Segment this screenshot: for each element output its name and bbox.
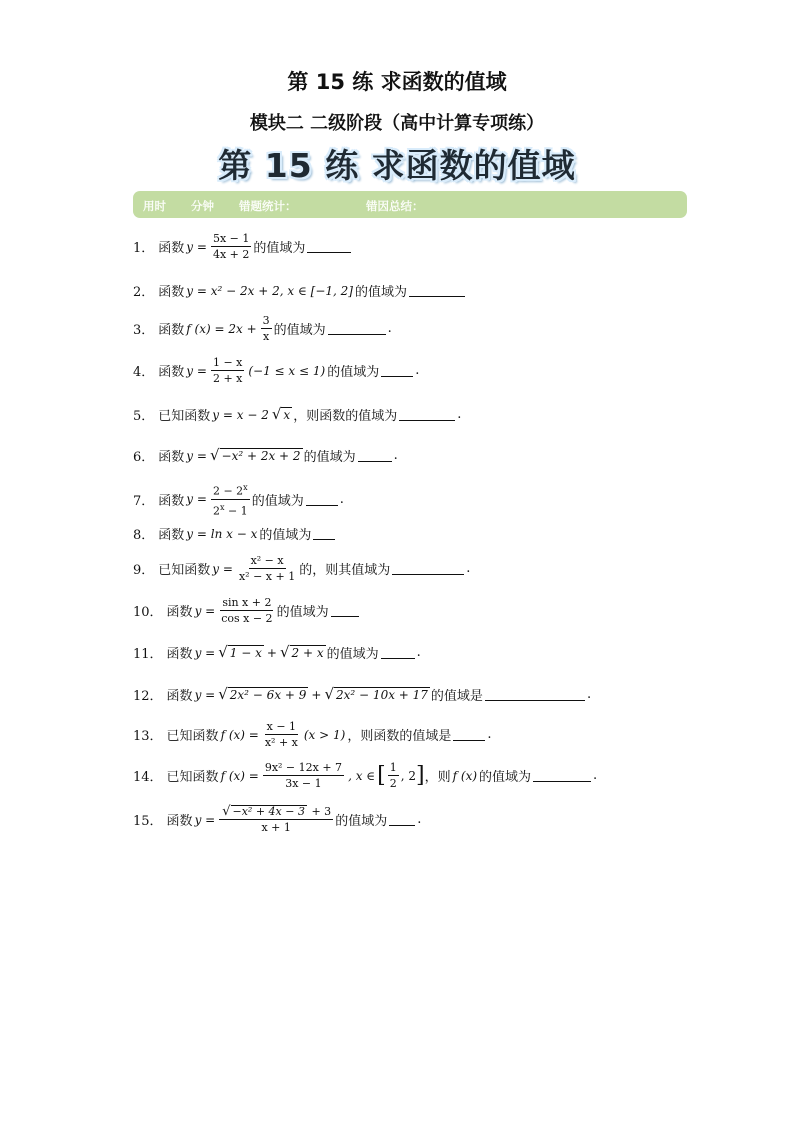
question-12: 12． 函数 y = √ 2x² − 6x + 9 + √ 2x² − 10x + 17 的值域是 . (133, 685, 592, 704)
fraction: $\frac{5x - 1}{4x + 2}$ (212, 232, 250, 261)
answer-blank[interactable] (313, 527, 335, 540)
question-1: 1． 函数 y = $\frac{5x - 1}{4x + 2}$ 的值域为 (133, 232, 351, 261)
question-14: 14． 已知函数 f (x) = $\frac{\text{9x² − 12x + 7}}{3x - 1}$ , x ∈ [ $\frac{1}{2}$ , 2 ] ，则 f (x) 的值域为 . (133, 761, 598, 790)
fraction: $\frac{x - 1}{\text{x² + x}}$ (264, 720, 298, 749)
answer-blank[interactable] (533, 769, 591, 782)
question-10: 10． 函数 y = $\frac{\text{sin x + 2}}{\text{cos x − 2}}$ 的值域为 (133, 596, 359, 625)
sqrt: √ 2 + x (279, 643, 324, 661)
page-title: 第 15 练 求函数的值域 (287, 70, 507, 94)
fraction: $\frac{\text{x² − x}}{\text{x² − x + 1}}$ (238, 554, 296, 583)
fraction: $\frac{\text{9x² − 12x + 7}}{3x - 1}$ (264, 761, 343, 790)
sqrt: √ 1 − x (218, 643, 262, 661)
answer-blank[interactable] (328, 322, 386, 335)
fraction: $\frac{3}{x}$ (262, 314, 270, 343)
fraction: $\frac{\text{sin x + 2}}{\text{cos x − 2}}$ (221, 596, 273, 625)
question-11: 11． 函数 y = √ 1 − x + √ 2 + x 的值域为 . (133, 643, 421, 662)
answer-blank[interactable] (381, 646, 415, 659)
sqrt: √ 2x² − 6x + 9 (218, 685, 307, 703)
question-8: 8． 函数 y = ln x − x 的值域为 (133, 524, 335, 543)
question-9: 9． 已知函数 y = $\frac{\text{x² − x}}{\text{x² − x + 1}}$ 的，则其值域为 . (133, 554, 471, 583)
sqrt: √ 2x² − 10x + 17 (324, 685, 428, 703)
question-15: 15． 函数 y = √ −x² + 4x − 3 + 3 x + 1 的值域为 . (133, 804, 422, 834)
fraction: $\frac{1}{2}$ (389, 761, 397, 790)
question-13: 13． 已知函数 f (x) = $\frac{x - 1}{\text{x² + x}}$ (x > 1) ，则函数的值域是 . (133, 720, 492, 749)
answer-blank[interactable] (331, 604, 359, 617)
question-6: 6． 函数 y = √ −x² + 2x + 2 的值域为 . (133, 446, 398, 465)
answer-blank[interactable] (453, 728, 485, 741)
page-subtitle: 模块二 二级阶段（高中计算专项练） (249, 113, 545, 134)
question-3: 3． 函数 f (x) = 2x + $\frac{3}{x}$ 的值域为 . (133, 314, 392, 343)
answer-blank[interactable] (399, 408, 455, 421)
time-label: 用时 (143, 199, 166, 213)
banner-title: 第 15 练 求函数的值域 (218, 146, 576, 185)
answer-blank[interactable] (307, 240, 351, 253)
answer-blank[interactable] (389, 813, 415, 826)
sqrt: √ x (271, 405, 291, 423)
fraction: √ −x² + 4x − 3 + 3 x + 1 (219, 805, 333, 834)
info-bar (133, 191, 687, 218)
error-reasons-label: 错因总结： (366, 199, 424, 213)
question-7: 7． 函数 y = $\frac{2 - 2^x}{2^x - 1}$ 的值域为 . (133, 483, 344, 518)
sqrt: √ −x² + 2x + 2 (209, 446, 301, 464)
fraction: $\frac{1 - x}{2 + x}$ (212, 356, 243, 385)
question-4: 4． 函数 y = $\frac{1 - x}{2 + x}$ (−1 ≤ x ≤ 1) 的值域为 . (133, 356, 420, 385)
question-5: 5． 已知函数 y = x − 2 √ x ，则函数的值域为 . (133, 405, 462, 424)
answer-blank[interactable] (358, 449, 392, 462)
error-stats-label: 错题统计： (239, 199, 297, 213)
answer-blank[interactable] (485, 688, 585, 701)
answer-blank[interactable] (409, 284, 465, 297)
answer-blank[interactable] (306, 493, 338, 506)
answer-blank[interactable] (392, 562, 464, 575)
answer-blank[interactable] (381, 364, 413, 377)
fraction: $\frac{2 - 2^x}{2^x - 1}$ (212, 483, 248, 518)
minutes-label: 分钟 (191, 199, 214, 213)
question-2: 2． 函数 y = x² − 2x + 2, x ∈ [−1, 2] 的值域为 (133, 281, 465, 300)
